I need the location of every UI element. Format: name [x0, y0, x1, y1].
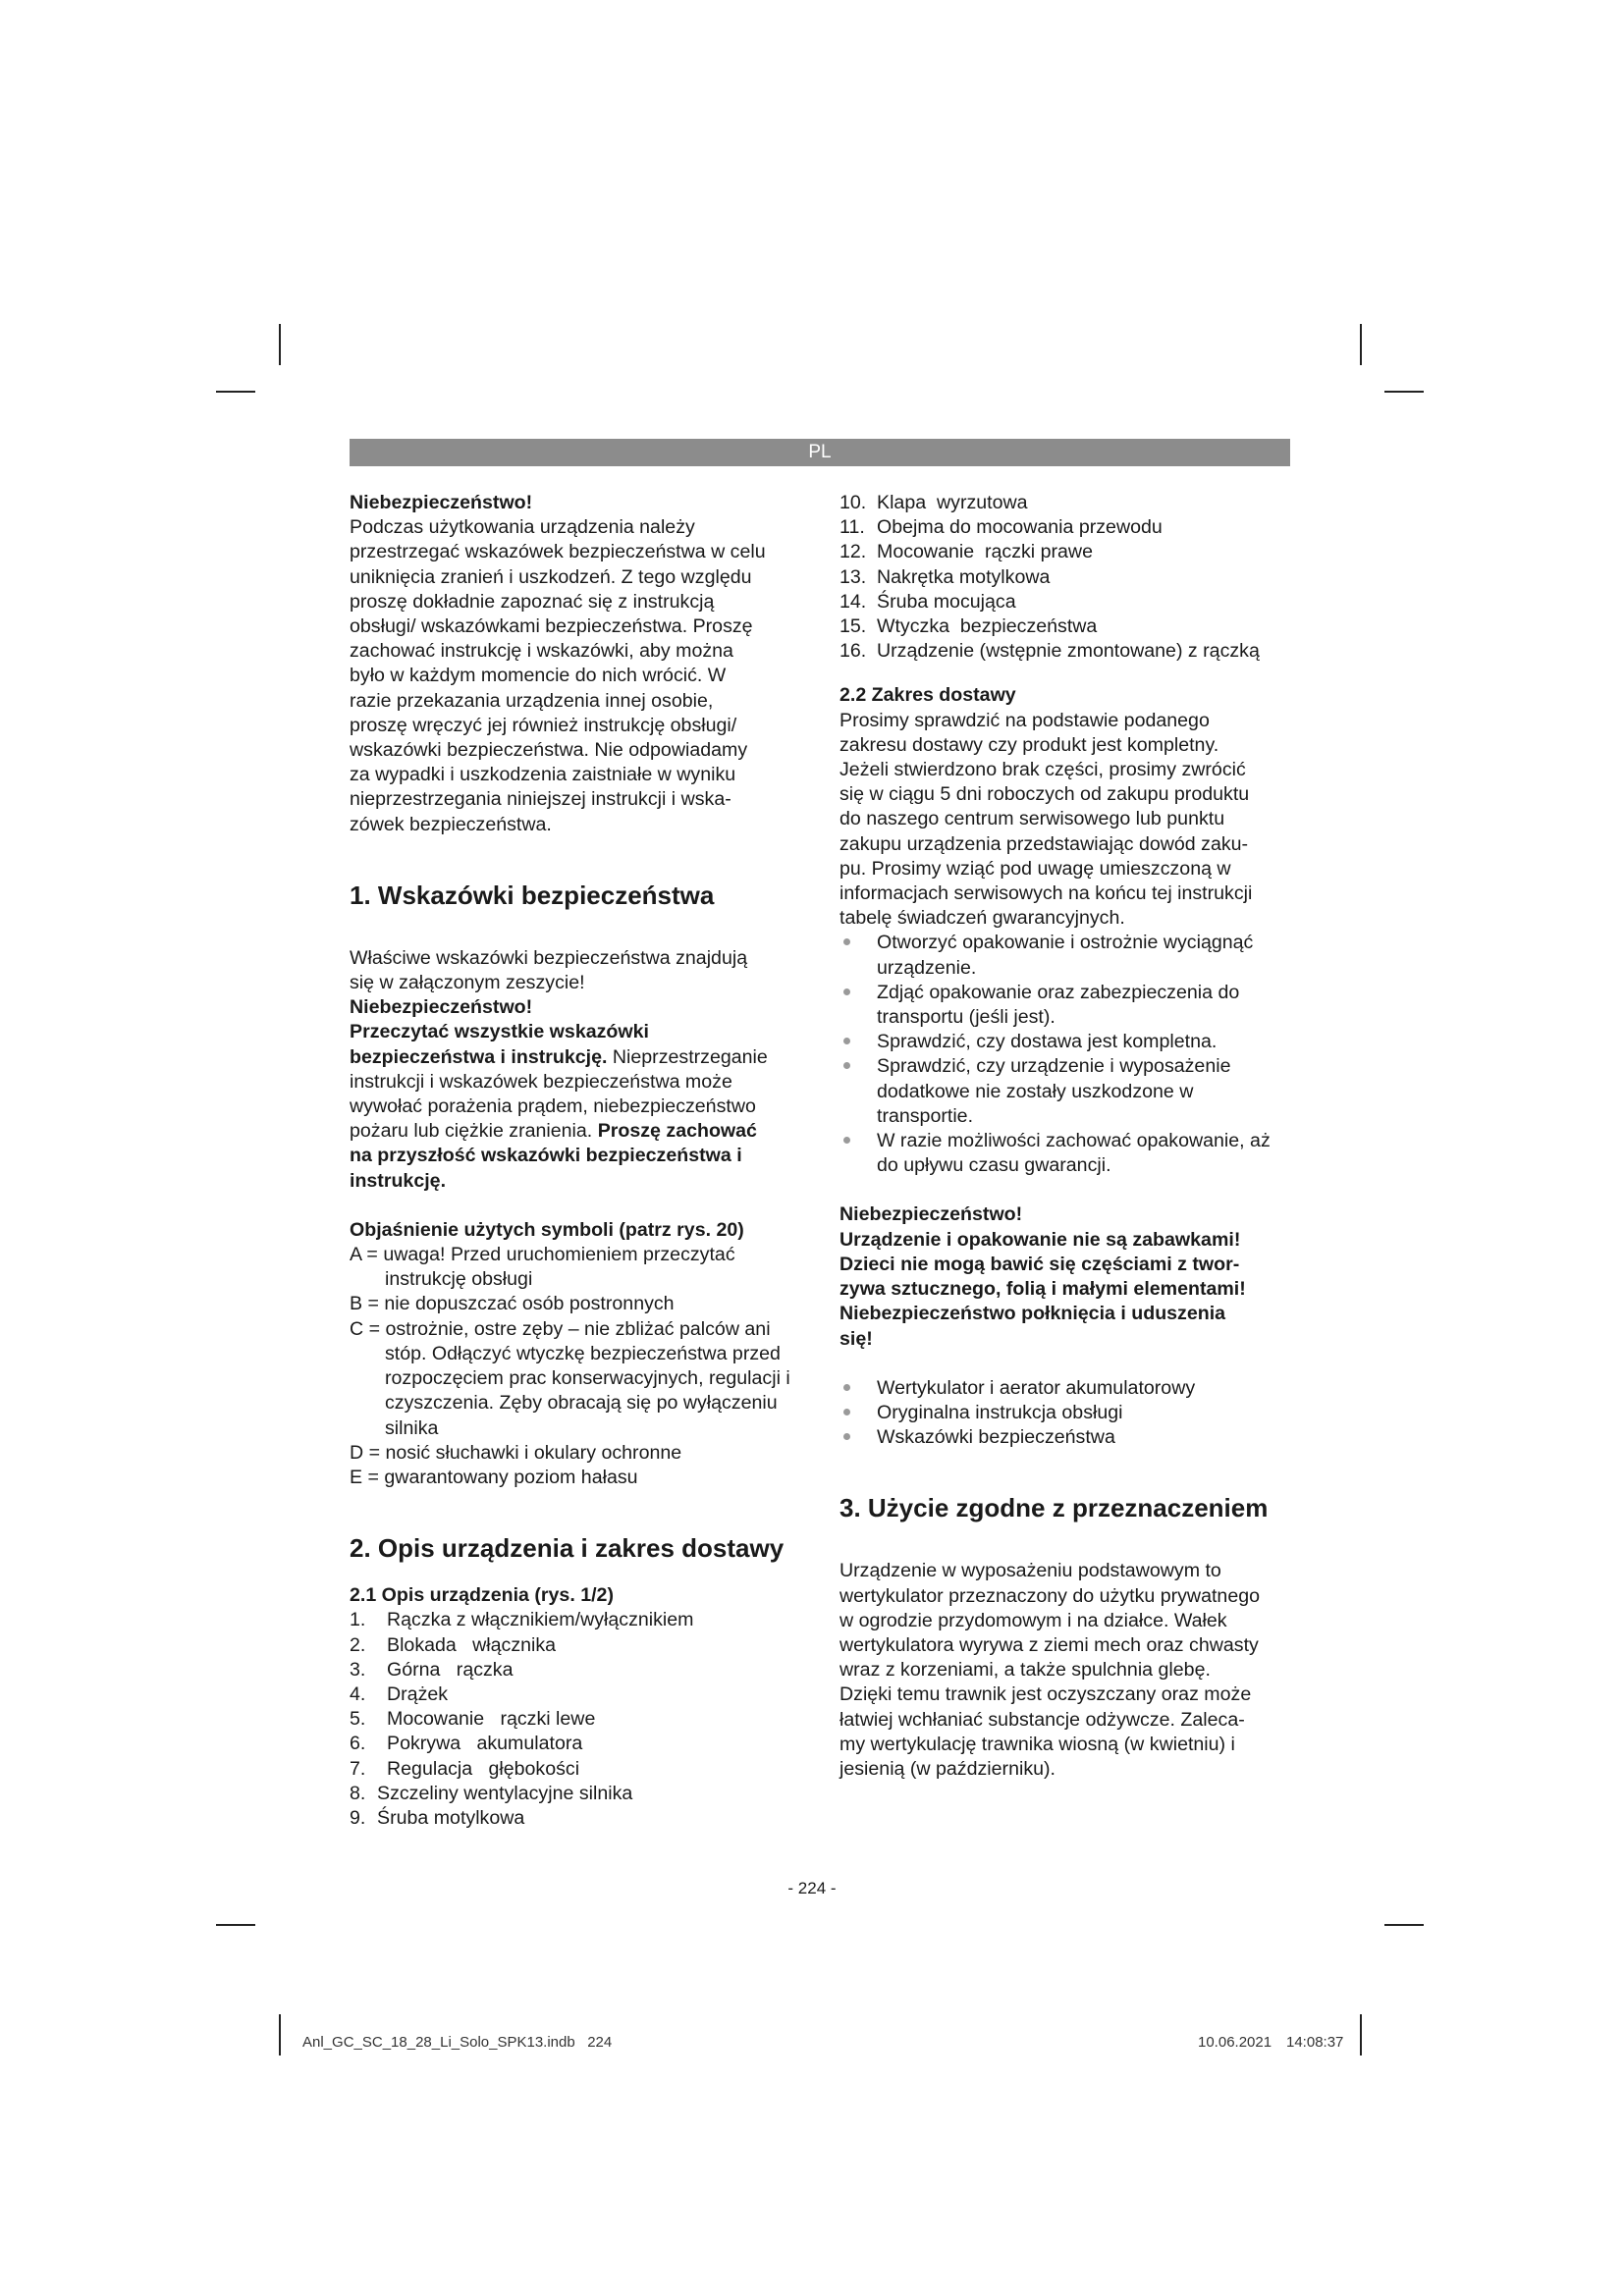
item-text: Obejma do mocowania przewodu — [877, 516, 1163, 539]
item-number: 7. — [350, 1757, 366, 1780]
footer-file-name: Anl_GC_SC_18_28_Li_Solo_SPK13.indb 224 — [302, 2034, 613, 2051]
text-line: zywa sztucznego, folią i małymi elementami! — [839, 1278, 1246, 1301]
text-line: Urządzenie i opakowanie nie są zabawkami! — [839, 1228, 1241, 1251]
text-line: tabelę świadczeń gwarancyjnych. — [839, 907, 1125, 930]
item-number: 5. — [350, 1708, 366, 1731]
text-span: Proszę zachować — [592, 1120, 757, 1143]
symbol-item: D = nosić słuchawki i okulary ochronne — [350, 1441, 682, 1464]
list-item: Sprawdzić, czy urządzenie i wyposażenie dodatkowe nie zostały uszkodzone w transportie. — [839, 1054, 1293, 1129]
right-column — [839, 491, 1293, 1782]
item-text: Drążek — [387, 1682, 449, 1705]
list-item — [350, 1658, 811, 1682]
text-line: razie przekazania urządzenia innej osobie, — [350, 689, 714, 712]
item-text: Nakrętka motylkowa — [877, 565, 1051, 588]
symbol-item: E = gwarantowany poziom hałasu — [350, 1466, 638, 1488]
list-item — [350, 1608, 811, 1632]
danger-title: Niebezpieczeństwo! — [350, 492, 533, 513]
text-line: instrukcję. — [350, 1169, 447, 1192]
symbol-item: A = uwaga! Przed uruchomieniem przeczytać instrukcję obsługi — [350, 1244, 735, 1291]
list-item — [350, 1806, 811, 1831]
item-number: 2. — [350, 1633, 366, 1656]
crop-mark — [279, 324, 281, 365]
parts-list — [350, 1608, 811, 1831]
item-number: 6. — [350, 1733, 366, 1755]
item-number: 15. — [839, 615, 867, 638]
symbols-list — [350, 1243, 811, 1490]
list-item: Wskazówki bezpieczeństwa — [839, 1425, 1293, 1450]
text-line: Przeczytać wszystkie wskazówki — [350, 1021, 649, 1043]
crop-mark — [1360, 2014, 1362, 2056]
text-line: za wypadki i uszkodzenia zaistniałe w wyniku — [350, 764, 736, 786]
item-text: Urządzenie (wstępnie zmontowane) z rączką — [877, 640, 1260, 663]
text-line: przestrzegać wskazówek bezpieczeństwa w celu — [350, 541, 766, 563]
list-item — [839, 639, 1293, 664]
footer-date: 10.06.2021 — [1198, 2034, 1272, 2051]
text-line: Urządzenie w wyposażeniu podstawowym to — [839, 1560, 1221, 1582]
footer-time: 14:08:37 — [1286, 2034, 1344, 2051]
symbol-item: C = ostrożnie, ostre zęby – nie zbliżać palców ani stóp. Odłączyć wtyczkę bezpieczeństwa przed rozpoczęciem prac konserwacyjnych, regulacji i czyszczenia. Zęby obracają się po wyłączeniu silnika — [350, 1317, 790, 1439]
list-item — [839, 590, 1293, 614]
item-number: 10. — [839, 492, 867, 513]
text-line: Niebezpieczeństwo połknięcia i uduszenia — [839, 1303, 1226, 1325]
crop-mark — [1384, 1924, 1424, 1926]
list-item: Zdjąć opakowanie oraz zabezpieczenia do transportu (jeśli jest). — [839, 981, 1293, 1030]
language-header-bar: PL — [350, 439, 1290, 466]
item-text: Regulacja głębokości — [387, 1757, 580, 1780]
text-line: jesienią (w październiku). — [839, 1757, 1056, 1780]
text-line: Jeżeli stwierdzono brak części, prosimy zwrócić — [839, 759, 1246, 781]
list-item — [839, 515, 1293, 540]
item-number: 8. — [350, 1782, 366, 1804]
text-line: my wertykulację trawnika wiosną (w kwietniu) i — [839, 1733, 1235, 1755]
item-text: Wtyczka bezpieczeństwa — [877, 615, 1098, 638]
section-1-title: 1. Wskazówki bezpieczeństwa — [350, 880, 715, 910]
crop-mark — [1384, 391, 1424, 393]
section-3-title: 3. Użycie zgodne z przeznaczeniem — [839, 1493, 1269, 1523]
text-line: proszę wręczyć jej również instrukcję obsługi/ — [350, 714, 737, 736]
item-text: Blokada włącznika — [387, 1633, 557, 1656]
item-number: 9. — [350, 1806, 366, 1829]
text-line: instrukcji i wskazówek bezpieczeństwa może — [350, 1070, 732, 1093]
text-span: bezpieczeństwa i instrukcję. — [350, 1045, 608, 1068]
symbol-item: B = nie dopuszczać osób postronnych — [350, 1293, 675, 1315]
item-number: 1. — [350, 1609, 366, 1631]
crop-mark — [1360, 324, 1362, 365]
intended-use-paragraph — [839, 1559, 1293, 1782]
list-item: Sprawdzić, czy dostawa jest kompletna. — [839, 1030, 1293, 1054]
item-text: Szczeliny wentylacyjne silnika — [377, 1782, 633, 1804]
text-line: Właściwe wskazówki bezpieczeństwa znajdują — [350, 946, 748, 969]
list-item — [350, 1757, 811, 1782]
item-number: 3. — [350, 1658, 366, 1681]
text-line: obsługi/ wskazówkami bezpieczeństwa. Proszę — [350, 615, 753, 638]
item-number: 12. — [839, 541, 867, 563]
text-line: Prosimy sprawdzić na podstawie podanego — [839, 709, 1210, 731]
list-item — [350, 1682, 811, 1707]
unpacking-steps — [839, 931, 1293, 1178]
text-line: uniknięcia zranień i uszkodzeń. Z tego względu — [350, 565, 752, 588]
list-item: Wertykulator i aerator akumulatorowy — [839, 1376, 1293, 1401]
left-column — [350, 491, 811, 1831]
text-line — [350, 1045, 811, 1070]
list-item — [839, 614, 1293, 639]
text-line: Dzięki temu trawnik jest oczyszczany oraz może — [839, 1683, 1252, 1706]
text-line: zachować instrukcję i wskazówki, aby można — [350, 640, 733, 663]
item-number: 4. — [350, 1682, 366, 1705]
text-line: się! — [839, 1327, 873, 1350]
page-number: - 224 - — [787, 1879, 837, 1897]
text-line: było w każdym momencie do nich wrócić. W — [350, 665, 727, 687]
text-line: się w załączonym zeszycie! — [350, 972, 585, 994]
list-item — [839, 540, 1293, 564]
delivery-contents-list — [839, 1376, 1293, 1451]
danger-title: Niebezpieczeństwo! — [350, 996, 533, 1019]
text-line: w ogrodzie przydomowym i na działce. Wałek — [839, 1609, 1227, 1631]
text-line: pu. Prosimy wziąć pod uwagę umieszczoną w — [839, 857, 1231, 880]
text-line: proszę dokładnie zapoznać się z instrukcją — [350, 590, 715, 613]
list-item — [839, 491, 1293, 515]
text-line: na przyszłość wskazówki bezpieczeństwa i — [350, 1145, 742, 1167]
item-text: Śruba motylkowa — [377, 1806, 525, 1829]
text-line: łatwiej wchłaniać substancje odżywcze. Zaleca- — [839, 1708, 1245, 1731]
text-line: Dzieci nie mogą bawić się częściami z twor- — [839, 1253, 1240, 1275]
crop-mark — [216, 1924, 255, 1926]
list-item — [350, 1707, 811, 1732]
crop-mark — [279, 2014, 281, 2056]
list-item — [839, 565, 1293, 590]
item-text: Rączka z włącznikiem/wyłącznikiem — [387, 1609, 694, 1631]
text-line: nieprzestrzegania niniejszej instrukcji i wska- — [350, 788, 731, 811]
danger-warning — [839, 1228, 1293, 1352]
text-line: Podczas użytkowania urządzenia należy — [350, 516, 695, 539]
text-line: informacjach serwisowych na końcu tej instrukcji — [839, 882, 1253, 905]
list-item — [350, 1782, 811, 1806]
item-number: 11. — [839, 516, 865, 539]
symbols-title: Objaśnienie użytych symboli (patrz rys. 20) — [350, 1218, 744, 1241]
text-line: wraz z korzeniami, a także spulchnia glebę. — [839, 1659, 1211, 1682]
item-number: 14. — [839, 590, 867, 613]
text-span: Nieprzestrzeganie — [607, 1045, 768, 1068]
text-line: do naszego centrum serwisowego lub punktu — [839, 808, 1225, 830]
text-line: się w ciągu 5 dni roboczych od zakupu produktu — [839, 783, 1250, 806]
list-item — [350, 1732, 811, 1756]
item-text: Mocowanie rączki lewe — [387, 1708, 596, 1731]
subsection-2-2-title: 2.2 Zakres dostawy — [839, 684, 1016, 707]
parts-list-continued — [839, 491, 1293, 664]
text-span: pożaru lub ciężkie zranienia. — [350, 1120, 593, 1143]
section-2-title: 2. Opis urządzenia i zakres dostawy — [350, 1533, 785, 1564]
list-item: Otworzyć opakowanie i ostrożnie wyciągnąć urządzenie. — [839, 931, 1293, 980]
delivery-paragraph — [839, 709, 1293, 932]
danger-title: Niebezpieczeństwo! — [839, 1203, 1023, 1226]
text-line: zakupu urządzenia przedstawiając dowód zaku- — [839, 832, 1249, 855]
danger-paragraph — [350, 515, 811, 837]
text-line — [350, 1119, 811, 1144]
item-text: Śruba mocująca — [877, 590, 1016, 613]
subsection-2-1-title: 2.1 Opis urządzenia (rys. 1/2) — [350, 1584, 614, 1607]
item-number: 13. — [839, 565, 867, 588]
text-line: wskazówki bezpieczeństwa. Nie odpowiadamy — [350, 739, 748, 762]
item-text: Górna rączka — [387, 1658, 514, 1681]
list-item — [350, 1633, 811, 1658]
crop-mark — [216, 391, 255, 393]
list-item: Oryginalna instrukcja obsługi — [839, 1401, 1293, 1425]
list-item: W razie możliwości zachować opakowanie, aż do upływu czasu gwarancji. — [839, 1129, 1293, 1178]
item-text: Pokrywa akumulatora — [387, 1733, 583, 1755]
text-line: wertykulator przeznaczony do użytku prywatnego — [839, 1584, 1261, 1607]
item-number: 16. — [839, 640, 867, 663]
text-line: wywołać porażenia prądem, niebezpieczeństwo — [350, 1095, 756, 1118]
item-text: Klapa wyrzutowa — [877, 492, 1028, 513]
text-line: wertykulatora wyrywa z ziemi mech oraz chwasty — [839, 1633, 1259, 1656]
item-text: Mocowanie rączki prawe — [877, 541, 1093, 563]
text-line: zówek bezpieczeństwa. — [350, 813, 552, 835]
text-line: zakresu dostawy czy produkt jest kompletny. — [839, 733, 1219, 756]
